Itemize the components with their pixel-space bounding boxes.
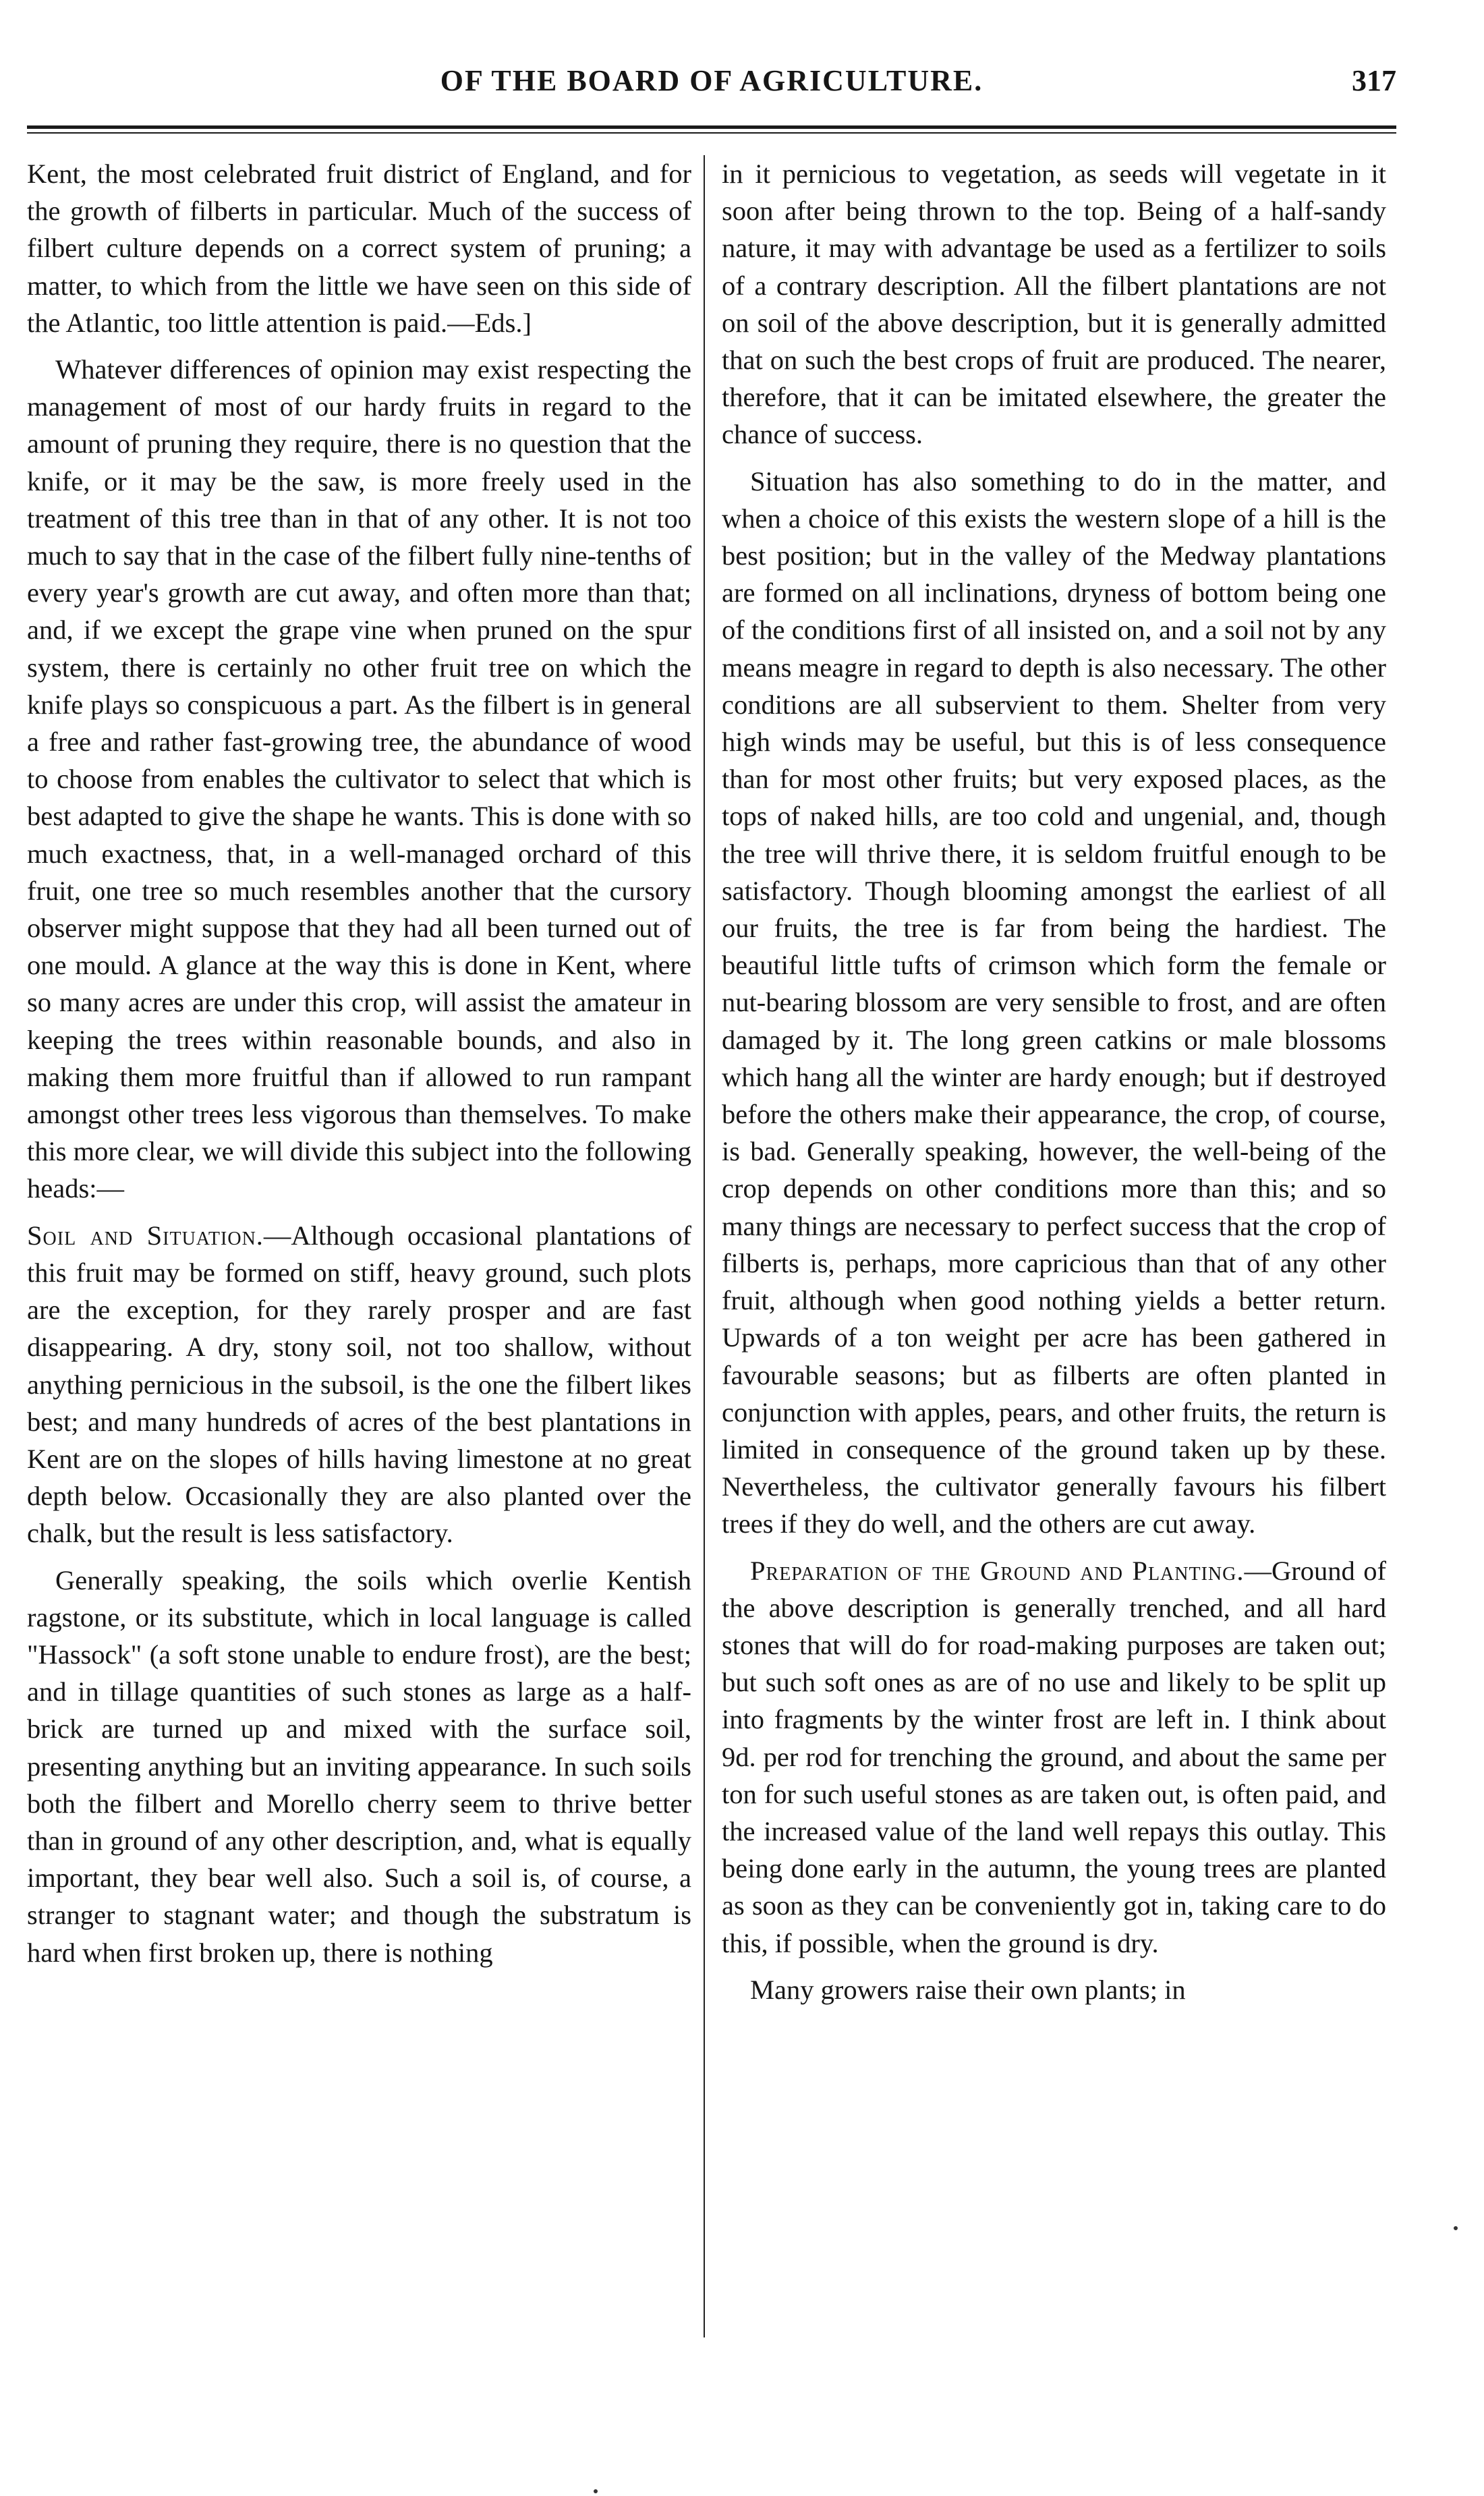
right-column (722, 155, 1386, 2008)
page-number: 317 (1352, 64, 1396, 97)
paragraph: Whatever differences of opinion may exist respecting the management of most of our hardy fruits in regard to the amount of pruning they require, there is no question that the knife, or it may be the saw, is more freely used in the treatment of this tree than in that of any other. It is not too much to say that in the case of the filbert fully nine-tenths of every year's growth are cut away, and often more than that; and, if we except the grape vine when pruned on the spur system, there is certainly no other fruit tree on which the knife plays so conspicuous a part. As the filbert is in general a free and rather fast-growing tree, the abundance of wood to choose from enables the cultivator to select that which is best adapted to give the shape he wants. This is done with so much exactness, that, in a well-managed orchard of this fruit, one tree so much resembles another that the cursory observer might suppose that they had all been turned out of one mould. A glance at the way this is done in Kent, where so many acres are under this crop, will assist the amateur in keeping the trees within reasonable bounds, and also in making them more fruitful than if allowed to run rampant amongst other trees less vigorous than themselves. To make this more clear, we will divide this subject into the following heads:— (27, 354, 691, 1204)
column-divider (704, 155, 705, 2337)
section-heading: Soil and Situation. (27, 1220, 264, 1251)
paragraph: Many growers raise their own plants; in (750, 1974, 1186, 2005)
paragraph: Generally speaking, the soils which overlie Kentish ragstone, or its substitute, which in local language is called "Hassock" (a soft stone unable to endure frost), are the best; and in tillage quantities of such stones as large as a half-brick are turned up and mixed with the surface soil, presenting anything but an inviting appearance. In such soils both the filbert and Morello cherry seem to thrive better than in ground of any other description, and, what is equally important, they bear well also. Such a soil is, of course, a stranger to stagnant water; and though the substratum is hard when first broken up, there is nothing (27, 1564, 691, 1968)
paragraph (27, 1217, 691, 1552)
page-header (27, 59, 1396, 121)
paragraph (722, 1552, 1386, 1962)
paragraph: in it pernicious to vegetation, as seeds will vegetate in it soon after being thrown to the top. Being of a half-sandy nature, it may with advantage be used as a fertilizer to soils of a contrary description. All the filbert plantations are not on soil of the above description, but it is generally admitted that on such the best crops of fruit are produced. The nearer, therefore, that it can be imitated elsewhere, the greater the chance of success. (722, 159, 1386, 450)
header-rule-thick (27, 125, 1396, 129)
paragraph: Situation has also something to do in the matter, and when a choice of this exists the western slope of a hill is the best position; but in the valley of the Medway plantations are formed on all inclinations, dryness of bottom being one of the conditions first of all insisted on, and a soil not by any means meagre in regard to depth is also necessary. The other conditions are all subservient to them. Shelter from very high winds may be useful, but this is of less consequence than for most other fruits; but very exposed places, as the tops of naked hills, are too cold and ungenial, and, though the tree will thrive there, it is seldom fruitful enough to be satisfactory. Though blooming amongst the earliest of all our fruits, the tree is far from being the hardiest. The beautiful little tufts of crimson which form the female or nut-bearing blossom are very sensible to frost, and are often damaged by it. The long green catkins or male blossoms which hang all the winter are hardy enough; but if destroyed before the others make their appearance, the crop, of course, is bad. Generally speaking, however, the well-being of the crop depends on other conditions more than this; and so many things are necessary to perfect success that the crop of filberts is, perhaps, more capricious than that of any other fruit, although when good nothing yields a better return. Upwards of a ton weight per acre has been gathered in favourable seasons; but as filberts are often planted in conjunction with apples, pears, and other fruits, the return is limited in consequence of the ground taken up by these. Nevertheless, the cultivator generally favours his filbert trees if they do well, and the others are cut away. (722, 465, 1386, 1539)
print-speck (594, 2489, 598, 2493)
section-heading: Preparation of the Ground and Planting. (750, 1555, 1245, 1586)
print-speck (1454, 2226, 1458, 2230)
paragraph-text: —Although occasional plantations of this fruit may be formed on stiff, heavy ground, such plots are the exception, for they rarely prosper and are fast disappearing. A dry, stony soil, not too shallow, without anything pernicious in the subsoil, is the one the filbert likes best; and many hundreds of acres of the best plantations in Kent are on the slopes of hills having limestone at no great depth below. Occasionally they are also planted over the chalk, but the result is less satisfactory. (27, 1220, 691, 1549)
paragraph: Kent, the most celebrated fruit district of England, and for the growth of filberts in particular. Much of the success of filbert culture depends on a correct system of pruning; a matter, to which from the little we have seen on this side of the Atlantic, too little attention is paid.—Eds.] (27, 159, 691, 338)
left-column (27, 155, 691, 1971)
page-title: OF THE BOARD OF AGRICULTURE. (440, 64, 983, 97)
paragraph-text: —Ground of the above description is generally trenched, and all hard stones that will do for road-making purposes are taken out; but such soft ones as are of no use and likely to be split up into fragments by the winter frost are left in. I think about 9d. per rod for trenching the ground, and about the same per ton for such useful stones as are taken out, is often paid, and the increased value of the land well repays this outlay. This being done early in the autumn, the young trees are planted as soon as they can be conveniently got in, taking care to do this, if possible, when the ground is dry. (722, 1555, 1386, 1958)
header-rule-thin (27, 132, 1396, 134)
